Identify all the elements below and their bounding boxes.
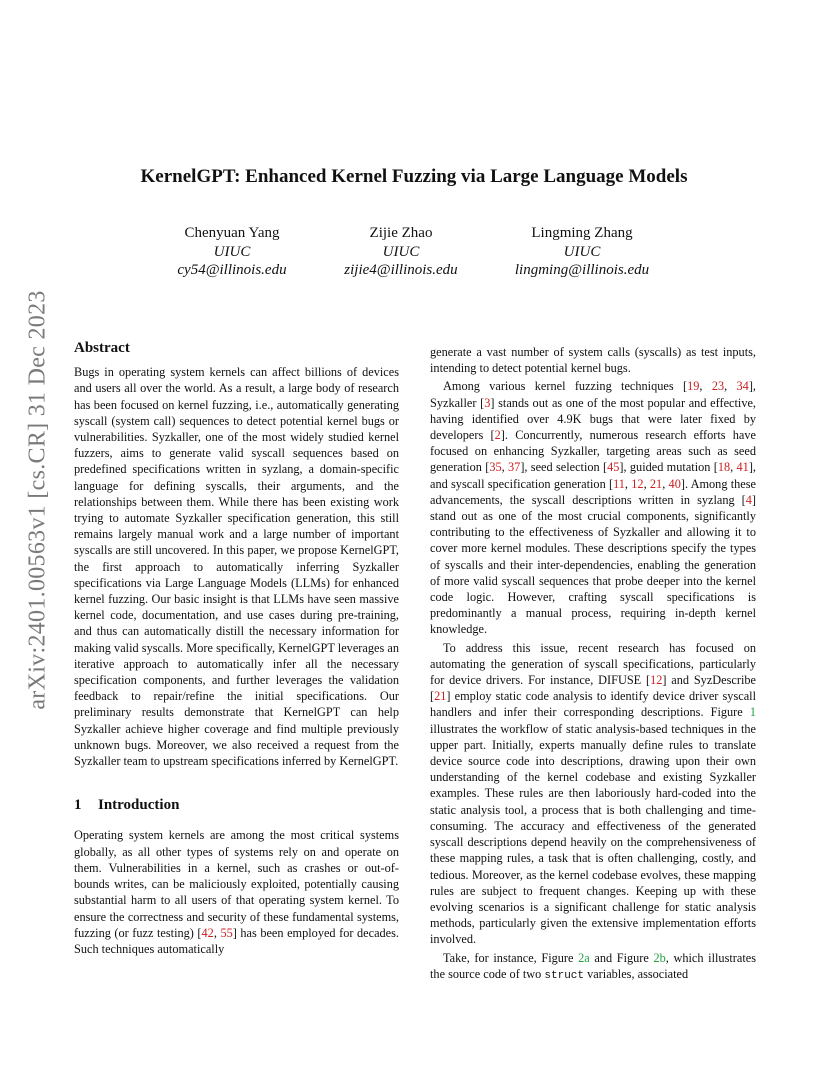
intro-paragraph: Operating system kernels are among the most critical systems globally, as all other types of systems rely on and operate on them. Vulnerabilities in a kernel, such as crashes or out-of-bounds writes, can be maliciously exploited, potentially causing substantial harm to all users of that operating system kernel. To ensure the correctness and security of these fundamental systems, fuzzing (or fuzz testing) [42, 55] has been employed for decades. Such techniques automatically — [74, 828, 399, 956]
text-run: ] stand out as one of the most crucial components, significantly contributing to the effectiveness of Syzkaller and allowing it to cover more kernel modules. These descriptions specify the types of syscalls and their inter-dependencies, enabling the generation of more valid syscall sequences that probe deeper into the kernel code logic. However, crafting syscall specifications is predominantly a manual process, requiring in-depth kernel knowledge. — [430, 492, 756, 637]
text-run: Among various kernel fuzzing techniques [ — [443, 379, 688, 394]
citation-link[interactable]: 55 — [220, 925, 233, 940]
citation-link[interactable]: 35 — [489, 460, 502, 475]
text-run: ], seed selection [ — [520, 460, 608, 475]
author-affiliation: UIUC — [213, 243, 251, 260]
citation-link[interactable]: 45 — [607, 460, 620, 475]
paper-title: KernelGPT: Enhanced Kernel Fuzzing via Large Language Models — [140, 166, 688, 187]
author-3 — [482, 224, 682, 280]
citation-link[interactable]: 4 — [745, 492, 752, 507]
citation-link[interactable]: 21 — [649, 476, 663, 491]
text-run: ], Syzkaller [ — [430, 379, 756, 410]
author-name: Zijie Zhao — [369, 225, 433, 241]
body-paragraph: Among various kernel fuzzing techniques [19, 23, 34], Syzkaller [3] stands out as one of the most popular and effective, having identified over 4.9K bugs that were later fixed by developers [2]. Concurrently, numerous research efforts have focused on enhancing Syzkaller, targeting areas such as seed generation [35, 37], seed selection [45], guided mutation [18, 41], and syscall specification generation [11, 12, 21, 40]. Among these advancements, the syscall descriptions written in syzlang [4] stand out as one of the most crucial components, significantly contributing to the effectiveness of Syzkaller and allowing it to cover more kernel modules. These descriptions specify the types of syscalls and their inter-dependencies, enabling the generation of more valid syscall sequences that probe deeper into the kernel code logic. However, crafting syscall specifications is predominantly a manual process, requiring in-depth kernel knowledge. — [430, 379, 757, 637]
arxiv-identifier: arXiv:2401.00563v1 [cs.CR] 31 Dec 2023 — [24, 290, 51, 710]
figure-link[interactable]: 2a — [578, 950, 590, 965]
text-run: To address this issue, recent research has focused on automating the generation of syscall specifications, particularly for device drivers. For instance, DIFUSE [ — [430, 640, 756, 688]
citation-link[interactable]: 2 — [494, 428, 501, 443]
section-title: Introduction — [98, 797, 180, 814]
text-run: , which illustrates the source code of two — [430, 950, 756, 981]
author-email: cy54@illinois.edu — [177, 262, 287, 278]
introduction-heading — [74, 797, 399, 813]
citation-link[interactable]: 40 — [668, 476, 681, 491]
author-name: Chenyuan Yang — [184, 225, 280, 241]
text-run: and Figure — [589, 950, 654, 965]
text-run: ] stands out as one of the most popular and effective, having identified over 4.9K bugs that were later fixed by developers [ — [430, 395, 757, 443]
author-email: zijie4@illinois.edu — [344, 262, 458, 278]
text-run: ]. Among these advancements, the syscall descriptions written in syzlang [ — [430, 476, 757, 507]
text-run: Operating system kernels are among the most critical systems globally, as all other types of systems rely on and operate on them. Vulnerabilities in a kernel, such as crashes or out-of-bounds writes, can be maliciously exploited, potentially causing substantial harm to all users of that operating system kernel. To ensure the correctness and security of these fundamental systems, fuzzing (or fuzz testing) [ — [74, 828, 399, 940]
citation-link[interactable]: 18 — [717, 460, 731, 475]
author-email: lingming@illinois.edu — [514, 262, 650, 278]
citation-link[interactable]: 34 — [736, 379, 749, 394]
text-run: ], and syscall specification generation [ — [430, 460, 756, 491]
abstract-heading: Abstract — [74, 340, 130, 356]
text-run: illustrates the workflow of static analysis-based techniques in the upper part. Initially, experts manually define rules to translate device source code into descriptions, drawing upon their own understanding of the kernel codebase and existing Syzkaller examples. These rules are then laboriously hard-coded into the static analysis tool, a process that is both challenging and time-consuming. The accuracy and effectiveness of the generated syscall descriptions depend heavily on the comprehensiveness of these mapping rules, a task that is often challenging, costly, and tedious. Moreover, as the kernel codebase evolves, these mapping rules are subject to frequent changes. Keeping up with these evolving scenarios is a significant challenge for static analysis methods, particularly given the extensive implementation efforts involved. — [430, 721, 756, 947]
abstract-text: Bugs in operating system kernels can affect billions of devices and users all over the world. As a result, a large body of research has been focused on kernel fuzzing, i.e., automatically generating syscall (system call) sequences to detect potential kernel bugs or vulnerabilities. Syzkaller, one of the most widely studied kernel fuzzers, aims to generate valid syscall sequences based on predefined specifications written in syzlang, a domain-specific language for defining syscalls, their arguments, and the relationships between them. While there has been existing work trying to automate Syzkaller specification generation, this still remains largely manual work and a large number of important syscalls are still uncovered. In this paper, we propose KernelGPT, the first approach to automatically inferring Syzkaller specifications via Large Language Models (LLMs) for enhanced kernel fuzzing. Our basic insight is that LLMs have seen massive kernel code, documentation, and use cases during pre-training, and thus can automatically distill the necessary information for making valid syscalls. More specifically, KernelGPT leverages an iterative approach to automatically infer all the necessary specification components, and further leverages the validation feedback to repair/refine the initial specifications. Our preliminary results demonstrate that KernelGPT can help Syzkaller achieve higher coverage and find multiple previously unknown bugs. Moreover, we also received a request from the Syzkaller team to upstream specifications inferred by KernelGPT. — [74, 365, 399, 769]
text-run: ] and SyzDescribe [ — [430, 673, 756, 704]
inline-code: struct — [544, 969, 584, 982]
citation-link[interactable]: 37 — [508, 460, 521, 475]
text-run: Take, for instance, Figure — [443, 950, 579, 965]
figure-link[interactable]: 1 — [749, 705, 756, 720]
text-run: ] has been employed for decades. Such techniques automatically — [74, 925, 399, 956]
body-paragraph — [430, 950, 756, 984]
author-affiliation: UIUC — [382, 243, 420, 260]
figure-link[interactable]: 2b — [653, 950, 666, 965]
citation-link[interactable]: 3 — [484, 395, 491, 410]
citation-link[interactable]: 41 — [736, 460, 749, 475]
continued-paragraph: generate a vast number of system calls (syscalls) as test inputs, intending to detect potential kernel bugs. — [430, 345, 756, 376]
citation-link[interactable]: 23 — [711, 379, 725, 394]
citation-link[interactable]: 12 — [631, 476, 644, 491]
arxiv-sidebar — [18, 290, 58, 710]
author-block — [0, 224, 828, 284]
citation-link[interactable]: 42 — [201, 925, 214, 940]
right-column — [430, 344, 756, 984]
left-column — [74, 340, 399, 957]
text-run: ] employ static code analysis to identify device driver syscall handlers and infer their corresponding descriptions. Figure — [430, 689, 756, 720]
author-affiliation: UIUC — [563, 243, 601, 260]
text-run: ]. Concurrently, numerous research efforts have focused on enhancing Syzkaller, targeting areas such as seed generation [ — [430, 428, 756, 475]
citation-link[interactable]: 21 — [434, 689, 447, 704]
text-run: variables, associated — [584, 966, 689, 981]
body-paragraph — [430, 640, 756, 948]
citation-link[interactable]: 11 — [613, 476, 625, 491]
citation-link[interactable]: 12 — [650, 673, 663, 688]
author-name: Lingming Zhang — [531, 225, 633, 241]
text-run: ], guided mutation [ — [619, 460, 718, 475]
section-number: 1 — [74, 797, 82, 814]
author-2 — [301, 224, 501, 280]
citation-link[interactable]: 19 — [687, 379, 700, 394]
